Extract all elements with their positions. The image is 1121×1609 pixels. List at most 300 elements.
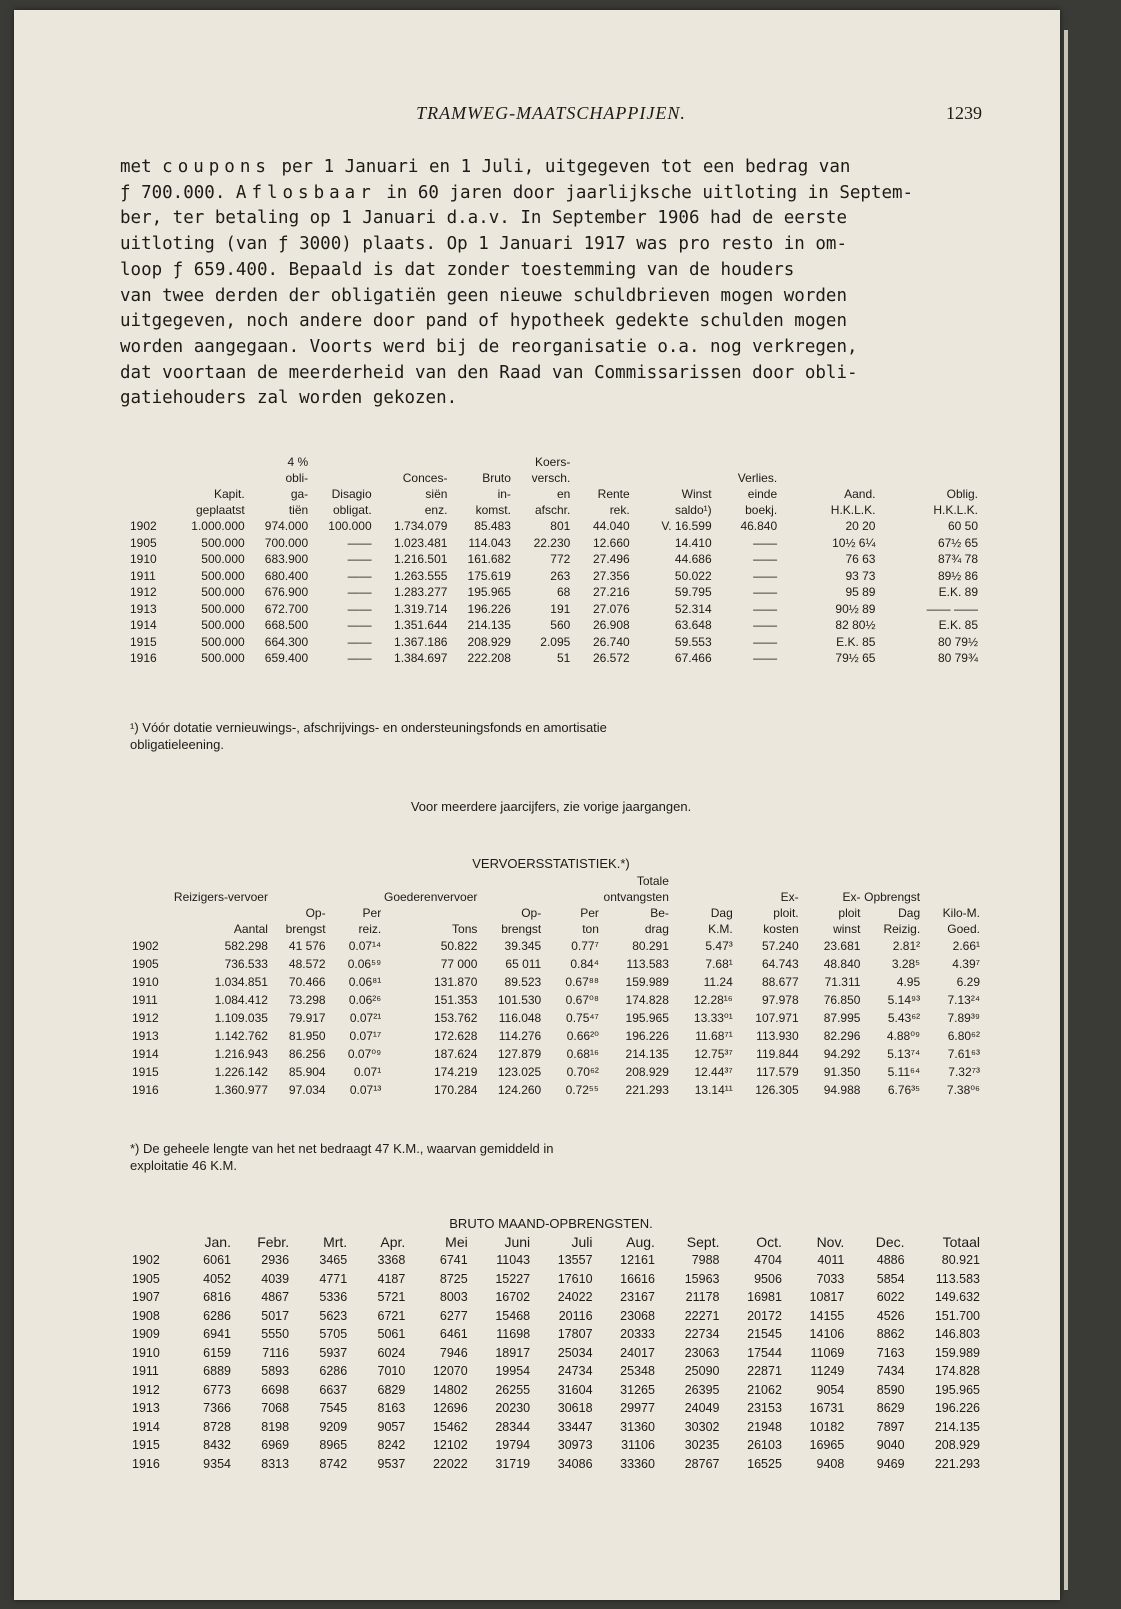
table-cell: 19954	[495, 1364, 531, 1378]
table-cell: 7.61⁶³	[947, 1047, 980, 1061]
table-cell: 3465	[319, 1253, 348, 1267]
table-cell: ——	[347, 568, 372, 583]
header-cell	[130, 454, 171, 470]
table-cell: 208.929	[934, 1438, 980, 1452]
text-line: dat voortaan de meerderheid van den Raad van Commissarissen door obli-	[120, 362, 858, 383]
month-header-cell: Dec.	[875, 1234, 905, 1250]
table-cell: 500.000	[201, 535, 245, 550]
header-cell: brengst	[501, 922, 542, 936]
table-cell: 500.000	[201, 585, 245, 599]
table-cell: 27.076	[593, 601, 630, 616]
spaced-text: coupons	[162, 157, 271, 177]
table-cell: 8313	[261, 1456, 290, 1471]
header-cell	[130, 486, 171, 502]
table-cell: 17610	[557, 1271, 593, 1286]
table-cell: 8725	[439, 1271, 468, 1286]
table-cell: 8590	[876, 1382, 905, 1397]
table-cell: 26395	[684, 1382, 720, 1397]
header-cell: tiën	[288, 503, 309, 517]
header-cell	[132, 921, 171, 937]
header-cell: Dag	[710, 906, 733, 920]
header-cell: winst	[833, 922, 861, 936]
table-cell: 20172	[747, 1308, 782, 1323]
table-cell: 13557	[557, 1253, 593, 1267]
table-cell: 680.400	[264, 568, 309, 583]
header-cell	[477, 873, 541, 889]
table-cell: 11249	[810, 1364, 845, 1378]
header-cell	[447, 454, 510, 470]
header-cell: Rente	[597, 487, 630, 501]
table-cell: 16525	[747, 1456, 782, 1471]
table-cell: 9354	[203, 1456, 231, 1471]
table-cell: 33447	[557, 1419, 593, 1434]
table-cell: 44.686	[674, 552, 712, 566]
financial-table-body	[130, 518, 978, 667]
footnote-line: exploitatie 46 K.M.	[130, 1158, 237, 1173]
table-cell: 8742	[319, 1456, 348, 1471]
header-cell	[171, 454, 245, 470]
header-cell: Op-	[521, 906, 542, 920]
table-cell: 6061	[203, 1253, 231, 1267]
table-cell: ——	[347, 585, 372, 599]
table-cell: 146.803	[934, 1327, 980, 1341]
table-cell: 7163	[876, 1345, 905, 1360]
spaced-text: Aflosbaar	[235, 182, 376, 203]
table-cell: 116.048	[498, 1011, 542, 1025]
header-cell: K.M.	[708, 922, 733, 936]
table-cell: 9537	[377, 1456, 406, 1471]
table-row	[132, 955, 980, 973]
header-cell: ontvangsten	[603, 890, 669, 904]
financial-table	[130, 454, 978, 667]
table-cell: 6698	[261, 1382, 290, 1397]
year-cell: 1914	[130, 618, 157, 632]
header-cell: Conces-	[402, 471, 448, 485]
table-cell: 221.293	[934, 1456, 980, 1471]
header-cell: saldo¹)	[674, 503, 712, 517]
year-cell: 1910	[132, 975, 159, 989]
financial-footnote	[130, 719, 985, 753]
table-cell: 1.000.000	[191, 519, 245, 533]
table-cell: 196.226	[625, 1029, 669, 1043]
table-cell: 208.929	[467, 634, 511, 649]
header-cell	[570, 454, 629, 470]
table-cell: 127.879	[497, 1047, 542, 1061]
table-cell: 6461	[439, 1327, 468, 1341]
table-cell: 1.142.762	[214, 1029, 268, 1043]
table-row	[132, 1325, 980, 1344]
transport-stats-body	[132, 937, 980, 1099]
text-run: in 60 jaren door jaarlijksche uitloting in Septem-	[375, 182, 914, 203]
table-cell: 191	[550, 601, 571, 616]
table-cell: 2.66¹	[952, 939, 980, 953]
month-header-cell: Sept.	[686, 1234, 720, 1250]
table-cell: 93 73	[845, 568, 876, 583]
table-cell: 15462	[432, 1419, 468, 1434]
table-cell: 21062	[747, 1382, 782, 1397]
table-cell: 86.256	[288, 1047, 326, 1061]
table-cell: 41 576	[288, 939, 326, 953]
month-header-cell: Febr.	[257, 1234, 290, 1250]
table-cell: 101.530	[497, 993, 542, 1007]
table-cell: 73.298	[288, 993, 326, 1007]
monthly-revenue-body	[132, 1251, 980, 1473]
year-cell: 1902	[130, 519, 157, 533]
table-cell: 16616	[620, 1271, 655, 1286]
table-cell: 0.70⁶²	[566, 1065, 599, 1079]
table-cell: 67½ 65	[937, 535, 978, 550]
table-cell: 1.023.481	[394, 535, 448, 550]
table-cell: 0.07²¹	[349, 1011, 382, 1025]
table-cell: 20116	[558, 1308, 593, 1323]
table-cell: 560	[550, 618, 571, 632]
year-cell: 1915	[132, 1438, 160, 1452]
month-header-cell: Totaal	[942, 1234, 980, 1250]
table-cell: 0.72⁵⁵	[565, 1083, 599, 1097]
table-cell: 10817	[809, 1290, 845, 1304]
table-cell: 94.988	[823, 1083, 861, 1097]
table-cell: 0.07⁰⁹	[347, 1047, 382, 1061]
table-cell: 59.553	[674, 634, 712, 649]
table-cell: 71.311	[824, 975, 861, 989]
table-cell: 10½ 6¼	[832, 535, 876, 550]
month-header-cell: Juni	[504, 1234, 531, 1250]
month-header-cell: Mrt.	[323, 1234, 348, 1250]
header-row	[130, 454, 978, 470]
header-row	[132, 1233, 980, 1251]
running-header	[120, 103, 982, 131]
table-cell: 14802	[432, 1382, 468, 1397]
header-cell: Totale	[636, 874, 669, 888]
table-cell: 5550	[261, 1327, 290, 1341]
header-cell: Ex-	[780, 890, 799, 904]
table-cell: 6829	[377, 1382, 406, 1397]
table-cell: 195.965	[467, 585, 511, 599]
footnote-line: obligatieleening.	[130, 737, 224, 752]
header-cell	[875, 470, 978, 486]
table-row	[132, 1455, 980, 1474]
table-cell: 6721	[377, 1308, 406, 1323]
text-run: ƒ 700.000.	[120, 182, 236, 203]
header-cell: afschr.	[534, 503, 571, 517]
header-cell	[132, 889, 171, 905]
table-cell: E.K. 89	[938, 585, 978, 599]
table-cell: ——	[753, 585, 778, 599]
table-cell: ——	[753, 552, 778, 566]
table-cell: 81.950	[288, 1029, 326, 1043]
month-header-cell: Jan.	[204, 1234, 231, 1250]
header-cell	[326, 873, 382, 889]
transport-stats-header	[132, 873, 980, 937]
header-cell: ploit	[838, 906, 861, 920]
month-header-cell: Mei	[445, 1234, 468, 1250]
table-cell: 13.14¹¹	[694, 1083, 733, 1097]
table-cell: 107.971	[755, 1011, 799, 1025]
header-cell: Per	[580, 906, 599, 920]
table-cell: 8242	[377, 1438, 406, 1452]
table-cell: 8432	[203, 1438, 231, 1452]
table-cell: 29977	[620, 1401, 655, 1415]
table-cell: 11698	[496, 1327, 531, 1341]
table-cell: 57.240	[761, 939, 799, 953]
table-cell: 4052	[203, 1271, 231, 1286]
table-cell: 88.677	[761, 975, 799, 989]
table-cell: 22022	[432, 1456, 468, 1471]
table-cell: 8629	[876, 1401, 905, 1415]
header-cell: Opbrengst	[864, 890, 921, 904]
table-cell: 7897	[876, 1419, 905, 1434]
table-cell: 9469	[876, 1456, 905, 1471]
footnote-line: ¹) Vóór dotatie vernieuwings-, afschrijvings- en ondersteuningsfonds en amortisatie	[130, 720, 607, 735]
table-cell: 12.75³⁷	[694, 1047, 733, 1061]
month-header-cell	[132, 1233, 175, 1251]
table-cell: 7010	[377, 1364, 406, 1378]
header-cell: Tons	[452, 922, 478, 936]
table-cell: 21178	[685, 1290, 720, 1304]
header-cell: Be-	[650, 906, 669, 920]
table-row	[132, 1418, 980, 1437]
table-cell: 8198	[261, 1419, 290, 1434]
header-cell	[130, 502, 171, 518]
table-cell: 80.921	[941, 1253, 980, 1267]
header-cell: ton	[582, 922, 599, 936]
table-cell: ——	[753, 535, 778, 550]
header-cell: Kapit.	[214, 487, 245, 501]
table-cell: 500.000	[201, 552, 245, 566]
table-cell: 9209	[319, 1419, 348, 1434]
table-cell: 24049	[684, 1401, 720, 1415]
table-cell: 27.496	[593, 552, 630, 566]
table-cell: 8965	[319, 1438, 348, 1452]
table-cell: ——	[753, 601, 778, 616]
table-cell: 126.305	[755, 1083, 799, 1097]
table-cell: ——	[347, 634, 372, 649]
table-cell: 7434	[876, 1364, 905, 1378]
header-cell	[171, 905, 268, 921]
header-cell: Bruto	[482, 471, 511, 485]
header-cell: Winst	[681, 487, 712, 501]
table-cell: 6816	[203, 1290, 231, 1304]
table-cell: 100.000	[328, 519, 372, 533]
table-cell: 500.000	[201, 651, 245, 665]
table-cell: 16731	[809, 1401, 845, 1415]
header-cell	[268, 889, 326, 905]
table-cell: 6286	[203, 1308, 231, 1323]
table-cell: 500.000	[201, 601, 245, 616]
table-cell: 97.978	[761, 993, 799, 1007]
table-cell: 13.33⁰¹	[693, 1011, 733, 1025]
table-row	[130, 535, 978, 552]
table-cell: 12696	[432, 1401, 468, 1415]
table-cell: 17807	[557, 1327, 593, 1341]
year-cell: 1913	[132, 1401, 160, 1415]
monthly-revenue-table	[132, 1233, 980, 1473]
table-cell: 672.700	[264, 601, 309, 616]
text-line: uitloting (van ƒ 3000) plaats. Op 1 Januari 1917 was pro resto in om-	[120, 234, 847, 255]
header-cell: H.K.L.K.	[933, 503, 978, 517]
table-cell: 26.740	[593, 634, 630, 649]
table-cell: 5.14⁹³	[887, 993, 921, 1007]
table-cell: 14106	[809, 1327, 845, 1341]
table-cell: 2.095	[540, 634, 571, 649]
table-cell: 80 79½	[937, 634, 978, 649]
year-cell: 1913	[132, 1029, 159, 1043]
year-cell: 1913	[130, 601, 157, 616]
header-cell: Goed.	[947, 922, 980, 936]
table-cell: 4867	[261, 1290, 290, 1304]
table-cell: 12161	[620, 1253, 655, 1267]
table-cell: 974.000	[264, 519, 309, 533]
year-cell: 1905	[132, 1271, 160, 1286]
table-cell: 89.523	[504, 975, 542, 989]
year-cell: 1914	[132, 1419, 160, 1434]
header-cell: kosten	[763, 922, 799, 936]
table-cell: 5854	[876, 1271, 905, 1286]
table-row	[132, 1307, 980, 1326]
table-cell: 20333	[620, 1327, 655, 1341]
table-cell: 30618	[557, 1401, 593, 1415]
table-cell: 4526	[876, 1308, 905, 1323]
table-cell: 70.466	[288, 975, 326, 989]
table-cell: 50.022	[674, 568, 712, 583]
table-row	[130, 568, 978, 585]
table-cell: 7545	[319, 1401, 348, 1415]
table-cell: 7.32⁷³	[948, 1065, 980, 1079]
year-cell: 1909	[132, 1327, 160, 1341]
table-cell: 683.900	[264, 552, 309, 566]
table-cell: 59.795	[674, 585, 712, 599]
table-cell: 1.216.501	[394, 552, 448, 566]
table-cell: 6159	[203, 1345, 231, 1360]
table-cell: 5721	[377, 1290, 406, 1304]
table-cell: 68	[556, 585, 571, 599]
year-cell: 1911	[132, 1364, 159, 1378]
table-cell: 5061	[377, 1327, 406, 1341]
table-cell: 15963	[684, 1271, 720, 1286]
table-cell: 34086	[557, 1456, 593, 1471]
table-row	[132, 1081, 980, 1099]
table-cell: 0.07¹⁴	[348, 939, 382, 953]
table-cell: 25034	[557, 1345, 593, 1360]
table-cell: 90½ 89	[835, 601, 876, 616]
table-cell: 214.135	[467, 618, 511, 632]
table-cell: 1.283.277	[394, 585, 448, 599]
header-cell: Reizigers-vervoer	[173, 890, 268, 904]
monthly-revenue-header	[132, 1233, 980, 1251]
table-cell: 23063	[684, 1345, 720, 1360]
table-cell: 85.904	[288, 1065, 326, 1079]
table-cell: 772	[550, 552, 571, 566]
table-row	[132, 1009, 980, 1027]
table-cell: 6773	[203, 1382, 231, 1397]
table-cell: 4.88⁰⁹	[886, 1029, 921, 1043]
table-cell: E.K. 85	[938, 618, 978, 632]
table-cell: 0.66²⁰	[566, 1029, 599, 1043]
header-row	[130, 502, 978, 518]
year-cell: 1916	[130, 651, 157, 665]
table-cell: 11069	[810, 1345, 845, 1360]
table-cell: 12.44³⁷	[694, 1065, 733, 1079]
text-line: worden aangegaan. Voorts werd bij de reorganisatie o.a. nog verkregen,	[120, 336, 858, 357]
header-cell: Ex-	[842, 890, 861, 904]
table-cell: 159.989	[934, 1345, 980, 1360]
header-cell: Disagio	[331, 487, 372, 501]
header-cell	[308, 454, 371, 470]
header-row	[132, 921, 980, 937]
header-cell	[630, 454, 712, 470]
table-cell: 5623	[319, 1308, 348, 1323]
table-cell: 5.43⁶²	[887, 1011, 921, 1025]
header-cell: H.K.L.K.	[830, 503, 876, 517]
table-cell: 659.400	[264, 651, 309, 665]
header-cell	[132, 873, 171, 889]
table-cell: 12102	[432, 1438, 468, 1452]
table-cell: 7366	[203, 1401, 231, 1415]
table-cell: 0.07¹³	[349, 1083, 382, 1097]
header-cell	[920, 889, 980, 905]
table-cell: ——	[753, 618, 778, 632]
table-cell: 25090	[684, 1364, 720, 1378]
table-cell: 196.226	[467, 601, 511, 616]
table-cell: 221.293	[625, 1083, 669, 1097]
table-cell: 3.28⁵	[891, 957, 921, 971]
table-cell: 22271	[684, 1308, 720, 1323]
transport-stats-table	[132, 873, 980, 1099]
table-cell: 1.216.943	[214, 1047, 268, 1061]
header-cell	[477, 889, 541, 905]
header-cell	[171, 470, 245, 486]
table-cell: 30973	[557, 1438, 593, 1452]
header-cell	[372, 454, 448, 470]
table-cell: 1.384.697	[394, 651, 448, 665]
table-cell: 52.314	[674, 601, 712, 616]
table-row	[132, 1251, 980, 1270]
year-cell: 1910	[130, 552, 157, 566]
header-cell	[171, 873, 268, 889]
table-cell: 187.624	[434, 1047, 478, 1061]
table-cell: 131.870	[434, 975, 478, 989]
header-cell	[326, 889, 382, 905]
table-cell: 0.06⁸¹	[348, 975, 382, 989]
table-cell: 76 63	[845, 552, 876, 566]
table-cell: 668.500	[264, 618, 309, 632]
body-paragraph	[120, 155, 982, 412]
table-cell: 4039	[261, 1271, 290, 1286]
table-cell: 11.24	[703, 975, 733, 989]
table-cell: 0.68¹⁶	[566, 1047, 599, 1061]
header-cell: Per	[362, 906, 382, 920]
table-cell: 8163	[377, 1401, 406, 1415]
header-cell: Dag	[898, 906, 921, 920]
table-cell: 31106	[621, 1438, 655, 1452]
page-number: 1239	[946, 103, 982, 123]
year-cell: 1915	[130, 634, 157, 649]
table-cell: 117.579	[756, 1065, 799, 1079]
page-edge	[1064, 30, 1068, 1590]
header-cell	[712, 454, 778, 470]
year-cell: 1908	[132, 1308, 160, 1323]
table-cell: 151.700	[934, 1308, 980, 1323]
header-cell	[777, 470, 875, 486]
table-row	[130, 617, 978, 634]
table-cell: 124.260	[497, 1083, 542, 1097]
header-cell: obli-	[285, 471, 309, 485]
table-cell: 24734	[557, 1364, 593, 1378]
table-cell: 214.135	[625, 1047, 669, 1061]
header-cell	[777, 454, 875, 470]
table-row	[132, 1362, 980, 1381]
table-row	[132, 1344, 980, 1363]
